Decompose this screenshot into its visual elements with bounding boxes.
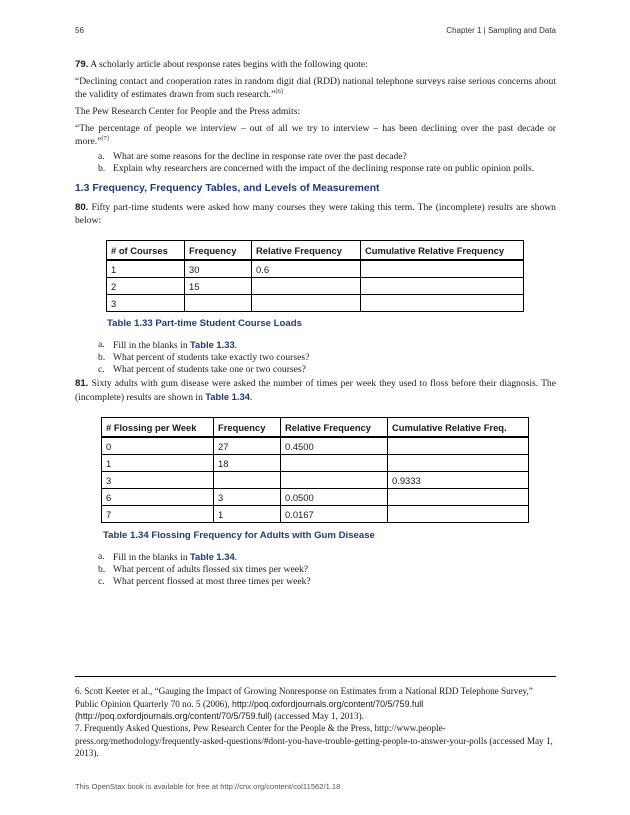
table-cell (252, 278, 361, 295)
item-letter: a. (98, 339, 105, 350)
chapter-title: Chapter 1 | Sampling and Data (446, 26, 556, 35)
table-row (107, 278, 524, 295)
footnote-ref-7[interactable]: [7] (101, 134, 109, 142)
table-cell: 1 (214, 506, 281, 523)
footnote-6-access: (accessed May 1, 2013). (272, 711, 364, 721)
table-row (102, 455, 529, 472)
table-1-34-caption: Table 1.34 Flossing Frequency for Adults with Gum Disease (103, 530, 375, 541)
q81-text (75, 378, 556, 404)
table-cell: 3 (214, 489, 281, 506)
q81-body: Sixty adults with gum disease were asked the number of times per week they used to floss before their diagnosis. The (incomplete) results are shown in (75, 378, 556, 403)
table-header: Frequency (185, 241, 252, 261)
table-cell: 0 (102, 437, 214, 455)
q81-items (98, 551, 556, 588)
item-letter: c. (98, 364, 105, 375)
q80-items (98, 339, 556, 376)
item-letter: b. (98, 352, 106, 363)
item-text: What percent flossed at most three times per week? (113, 576, 311, 587)
item-text: What percent of students take exactly two courses? (113, 352, 310, 363)
item-letter: b. (98, 564, 106, 575)
quote2-text: “The percentage of people we interview – out of all we try to interview – has been declining over the past decade or more.” (75, 123, 556, 147)
list-item (98, 352, 556, 364)
table-cell: 18 (214, 455, 281, 472)
list-item (98, 151, 556, 163)
table-header: Cumulative Relative Frequency (361, 241, 524, 261)
table-cell (361, 278, 524, 295)
table-cell: 1 (102, 455, 214, 472)
item-letter: a. (98, 151, 105, 162)
table-cell (252, 295, 361, 312)
item-letter: a. (98, 551, 105, 562)
table-row (102, 472, 529, 489)
table-header: Relative Frequency (281, 418, 388, 438)
q79-intro-text: A scholarly article about response rates begins with the following quote: (90, 59, 368, 70)
footnote-6-link-alt[interactable]: (http://poq.oxfordjournals.org/content/70/5/759.full) (75, 711, 273, 721)
list-item (98, 576, 556, 588)
table-row (107, 260, 524, 278)
table-1-33 (106, 240, 524, 312)
q79-pew-intro: The Pew Research Center for People and the Press admits: (75, 106, 301, 117)
table-cell: 7 (102, 506, 214, 523)
item-punct: . (234, 340, 238, 351)
section-heading: 1.3 Frequency, Frequency Tables, and Levels of Measurement (75, 183, 380, 194)
table-row (107, 295, 524, 312)
table-cell: 6 (102, 489, 214, 506)
table-cell: 0.6 (252, 260, 361, 278)
list-item (98, 339, 556, 352)
table-cell: 0.9333 (388, 472, 529, 489)
q79-items (98, 151, 556, 175)
item-letter: c. (98, 576, 105, 587)
table-header: Relative Frequency (252, 241, 361, 261)
table-cell: 0.4500 (281, 437, 388, 455)
table-cell (281, 472, 388, 489)
table-cell: 27 (214, 437, 281, 455)
table-1-34-link[interactable]: Table 1.34 (205, 390, 250, 402)
table-cell (185, 295, 252, 312)
item-text: Explain why researchers are concerned with the impact of the declining response rate on public opinion polls. (113, 163, 535, 174)
table-header: Frequency (214, 418, 281, 438)
list-item (98, 564, 556, 576)
q80-body: Fifty part-time students were asked how many courses they were taking this term. The (incomplete) results are shown below: (75, 202, 556, 226)
table-cell (281, 455, 388, 472)
page-footer: This OpenStax book is available for free at http://cnx.org/content/col11562/1.18 (75, 782, 341, 791)
table-cell: 1 (107, 260, 185, 278)
table-cell (361, 295, 524, 312)
list-item (98, 364, 556, 376)
table-cell: 3 (102, 472, 214, 489)
table-1-33-caption: Table 1.33 Part-time Student Course Loads (107, 318, 302, 329)
item-punct: . (234, 552, 238, 563)
item-text: What percent of adults flossed six times per week? (113, 564, 309, 575)
q79-number: 79. (75, 59, 89, 70)
table-cell (214, 472, 281, 489)
footnote-6-link[interactable]: http://poq.oxfordjournals.org/content/70/5/759.full (231, 698, 424, 709)
footnote-7: 7. Frequently Asked Questions, Pew Research Center for the People & the Press, http://www.people-press.org/methodology/frequently-asked-questions/#dont-you-have-trouble-getting-people-to-answer-your-polls (accessed May 1, 2013). (75, 723, 553, 758)
table-cell: 3 (107, 295, 185, 312)
item-letter: b. (98, 163, 106, 174)
table-1-34-link[interactable]: Table 1.34 (190, 551, 235, 562)
q79-intro (75, 59, 556, 72)
table-cell (388, 489, 529, 506)
table-row (102, 437, 529, 455)
item-text: Fill in the blanks in (113, 552, 191, 563)
quote1-text: “Declining contact and cooperation rates in random digit dial (RDD) national telephone surveys raise serious concerns about the validity of estimates drawn from such research.” (75, 76, 556, 100)
table-1-34 (101, 417, 529, 523)
q81-number: 81. (75, 378, 89, 389)
q79-quote2 (75, 123, 556, 148)
table-cell: 2 (107, 278, 185, 295)
q79-quote1 (75, 76, 556, 101)
item-text: Fill in the blanks in (113, 340, 191, 351)
table-row (102, 489, 529, 506)
table-cell: 0.0500 (281, 489, 388, 506)
table-cell (388, 455, 529, 472)
footnote-6 (75, 685, 556, 723)
q80-text (75, 202, 556, 227)
footnote-6-text: 6. Scott Keeter et al., “Gauging the Impact of Growing Nonresponse on Estimates from a National RDD Telephone Survey,” Public Opinion Quarterly 70 no. 5 (2006), (75, 686, 533, 709)
table-cell: 30 (185, 260, 252, 278)
table-cell (361, 260, 524, 278)
table-cell: 15 (185, 278, 252, 295)
page-number: 56 (75, 26, 84, 35)
table-cell: 0.0167 (281, 506, 388, 523)
item-text: What are some reasons for the decline in response rate over the past decade? (113, 151, 407, 162)
table-header: # Flossing per Week (102, 418, 214, 438)
table-header: Cumulative Relative Freq. (388, 418, 529, 438)
footnote-divider (75, 676, 556, 677)
footnote-ref-6[interactable]: [6] (275, 87, 283, 95)
list-item (98, 551, 556, 564)
item-text: What percent of students take one or two courses? (113, 364, 306, 375)
table-row (102, 506, 529, 523)
q81-punct: . (249, 391, 253, 403)
list-item (98, 163, 556, 175)
table-1-33-link[interactable]: Table 1.33 (190, 339, 235, 350)
q80-number: 80. (75, 202, 89, 213)
table-cell (388, 437, 529, 455)
table-cell (388, 506, 529, 523)
table-header: # of Courses (107, 241, 185, 261)
